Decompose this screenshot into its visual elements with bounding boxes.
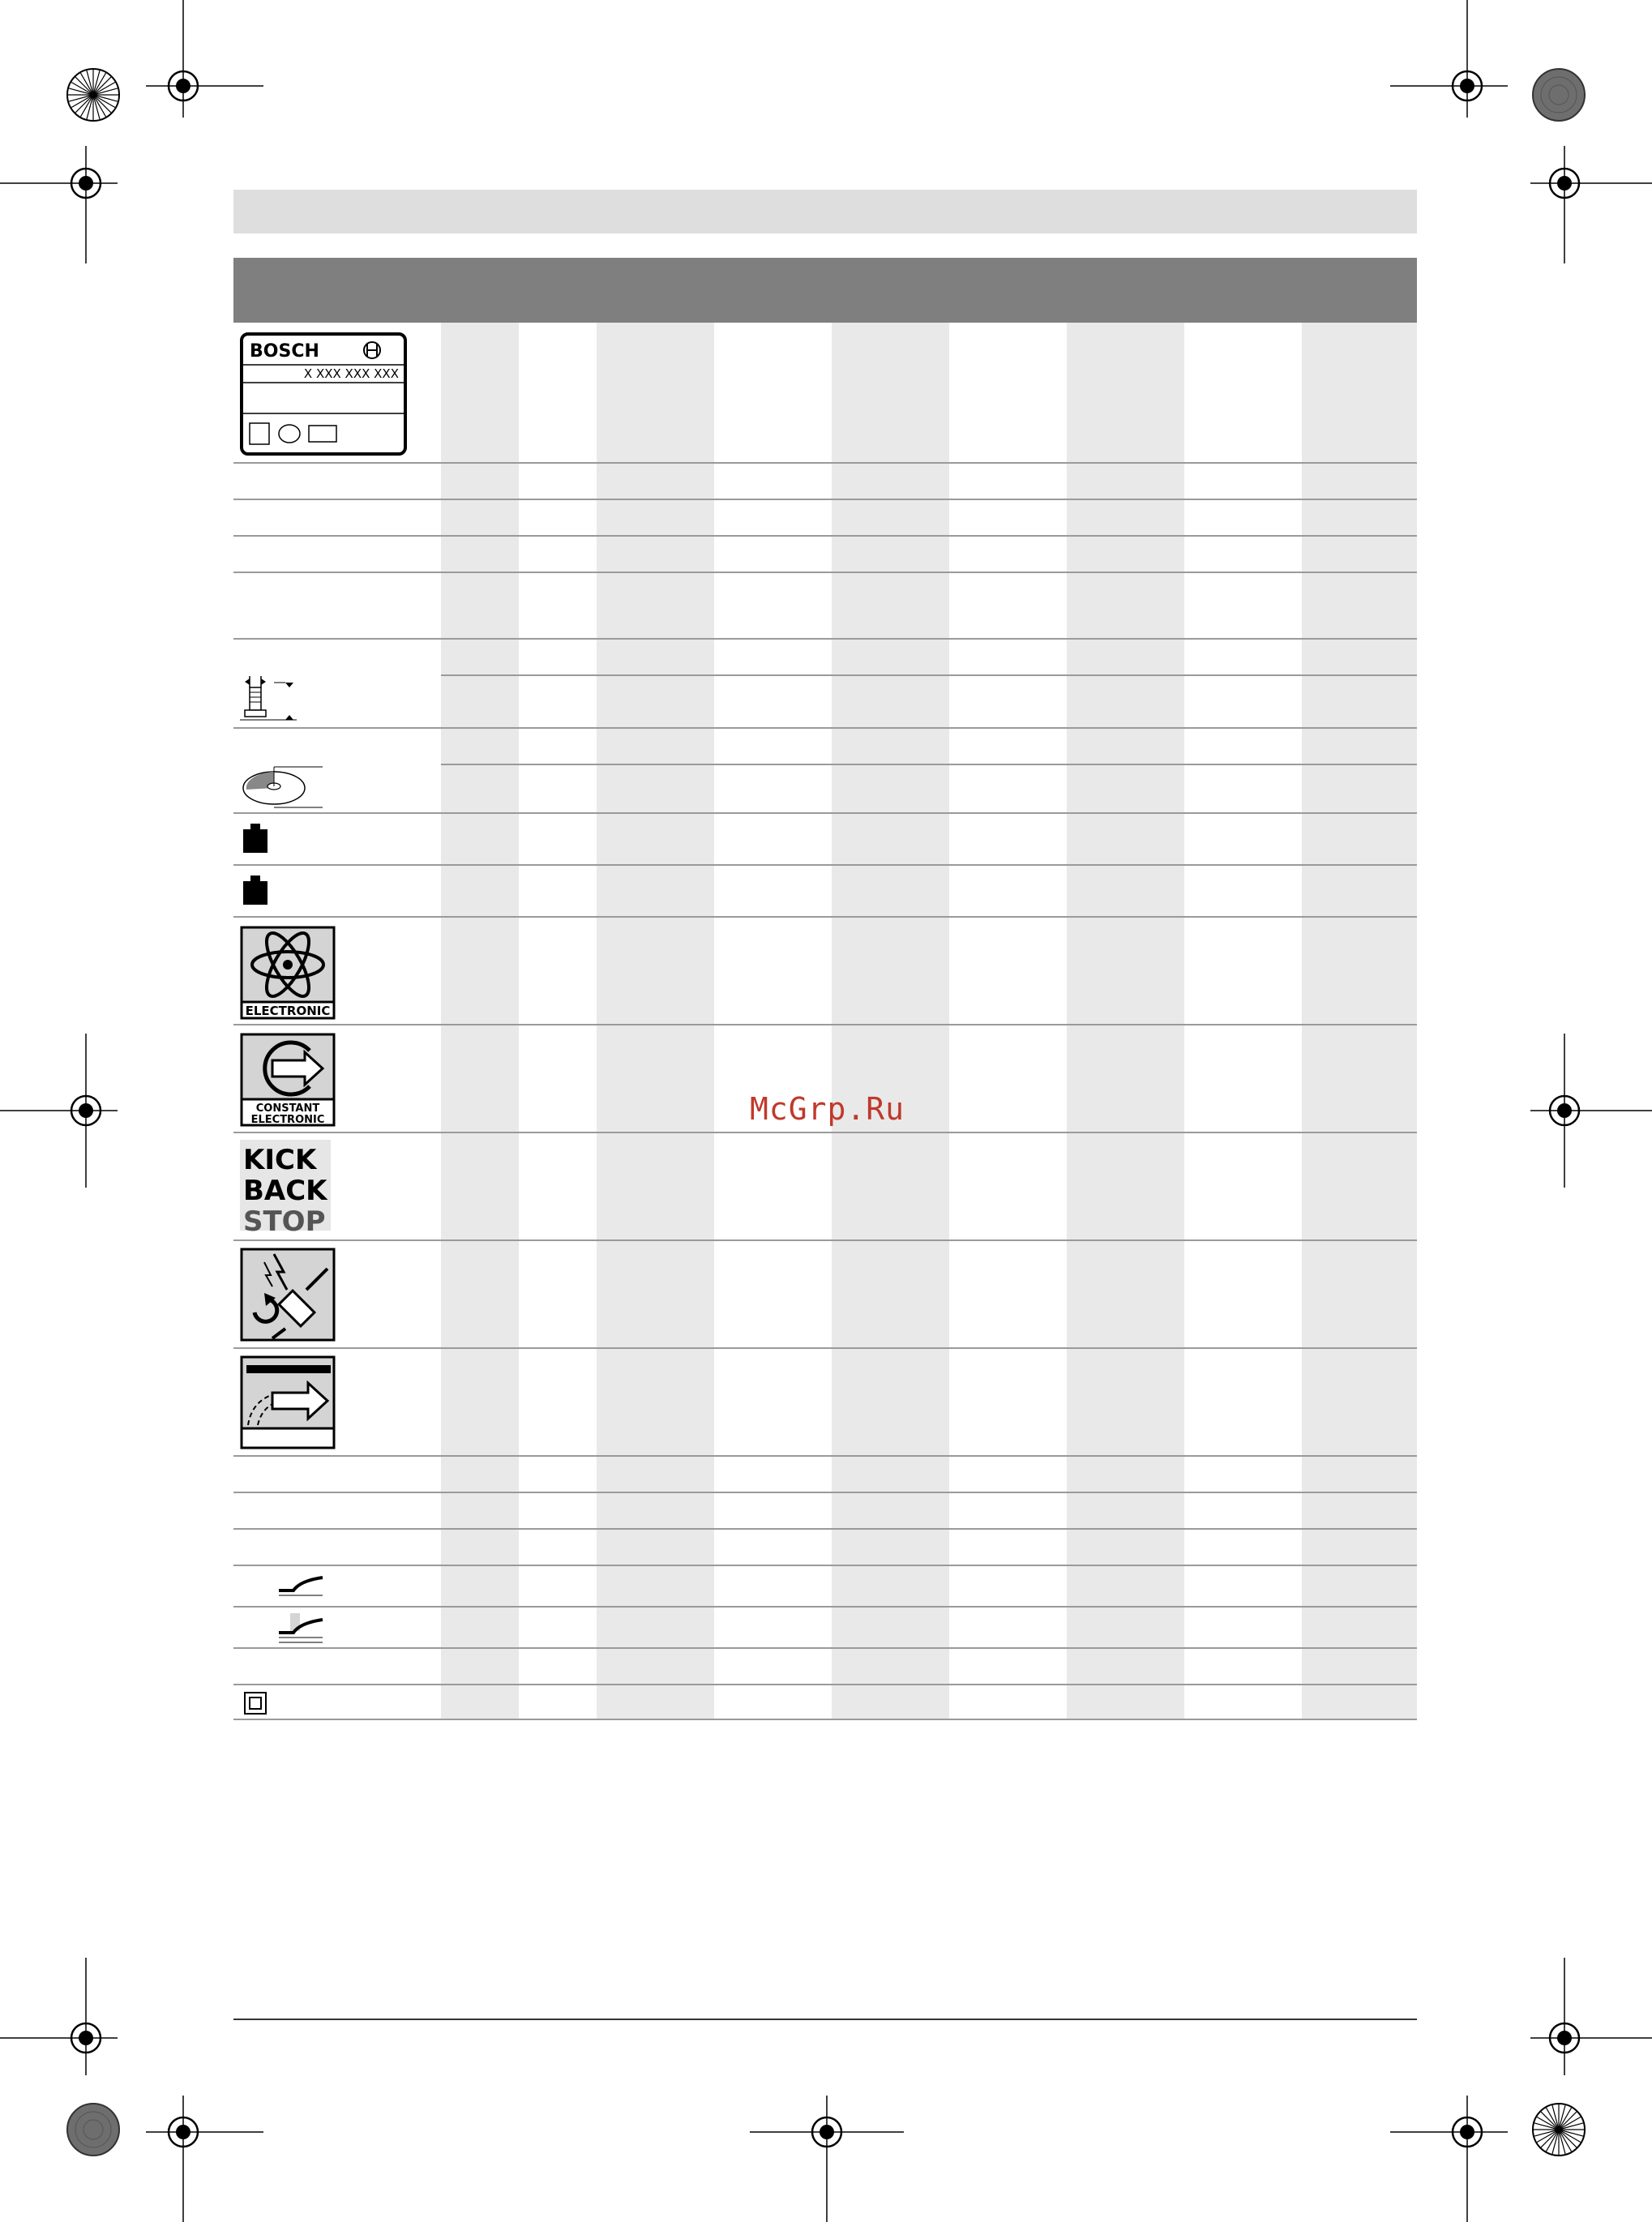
registration-mark-icon	[0, 146, 122, 268]
table-row-separator	[233, 1455, 1417, 1457]
registration-mark-icon	[0, 1954, 122, 2075]
footer-rule	[233, 2019, 1417, 2020]
color-calibration-disc-icon	[1530, 2101, 1587, 2158]
constant-electronic-label-line1: CONSTANT	[255, 1102, 320, 1115]
table-row-separator	[441, 674, 1417, 676]
constant-electronic-icon	[240, 1033, 336, 1127]
table-row-separator	[233, 812, 1417, 814]
disc-guard-icon	[276, 1608, 327, 1646]
table-column-shade	[832, 323, 949, 1719]
registration-mark-icon	[1386, 0, 1508, 122]
kickback-stop-icon	[240, 1140, 336, 1232]
spindle-thread-icon	[240, 670, 305, 726]
table-column-shade	[1067, 323, 1184, 1719]
table-row-separator	[233, 1239, 1417, 1241]
table-column-shade	[1302, 323, 1417, 1719]
constant-electronic-label-line2: ELECTRONIC	[250, 1114, 325, 1126]
table-row-separator	[233, 535, 1417, 537]
table-row-separator	[233, 1606, 1417, 1608]
registration-mark-icon	[1386, 2091, 1508, 2222]
soft-start-icon	[240, 1355, 336, 1449]
nameplate-article-number: X XXX XXX XXX	[303, 366, 399, 381]
table-column-shade	[441, 323, 519, 1719]
registration-mark-icon	[746, 2091, 908, 2222]
registration-mark-icon	[1530, 1030, 1652, 1192]
kickback-label-line3: STOP	[243, 1205, 326, 1232]
table-row-separator	[233, 1528, 1417, 1530]
table-row-separator	[233, 1647, 1417, 1649]
registration-mark-icon	[1530, 146, 1652, 268]
color-calibration-disc-icon	[65, 2101, 122, 2158]
protection-class-ii-icon	[243, 1691, 267, 1715]
table-row-separator	[233, 638, 1417, 640]
table-row-separator	[233, 1719, 1417, 1720]
grinding-disc-diameter-icon	[240, 762, 324, 811]
table-row-separator	[233, 462, 1417, 464]
table-row-separator	[233, 1132, 1417, 1133]
table-row-separator	[233, 864, 1417, 866]
table-row-separator	[233, 1347, 1417, 1349]
table-row-separator	[233, 1565, 1417, 1566]
header-band-light	[233, 190, 1417, 233]
watermark-text: McGrp.Ru	[750, 1091, 905, 1127]
table-row-separator	[233, 572, 1417, 573]
kickback-label-line2: BACK	[243, 1175, 327, 1207]
nameplate-icon	[240, 332, 407, 456]
color-calibration-disc-icon	[1530, 66, 1587, 123]
disc-guard-icon	[276, 1566, 327, 1602]
registration-mark-icon	[0, 1030, 122, 1192]
table-row-separator	[233, 916, 1417, 918]
table-row-separator	[233, 727, 1417, 729]
electronic-icon	[240, 926, 336, 1020]
table-row-separator	[233, 1492, 1417, 1493]
registration-mark-icon	[146, 0, 267, 122]
table-row-separator	[233, 499, 1417, 500]
electronic-label: ELECTRONIC	[245, 1004, 331, 1018]
color-calibration-disc-icon	[65, 66, 122, 123]
kickback-label-line1: KICK	[243, 1144, 317, 1176]
weight-icon	[242, 874, 269, 906]
registration-mark-icon	[1530, 1954, 1652, 2075]
table-row-separator	[233, 1024, 1417, 1025]
table-column-shade	[597, 323, 714, 1719]
nameplate-brand: BOSCH	[250, 341, 319, 362]
header-band-dark	[233, 258, 1417, 323]
table-row-separator	[233, 1684, 1417, 1685]
registration-mark-icon	[146, 2091, 267, 2222]
weight-icon	[242, 822, 269, 854]
table-row-separator	[441, 764, 1417, 765]
restart-protection-icon	[240, 1248, 336, 1342]
